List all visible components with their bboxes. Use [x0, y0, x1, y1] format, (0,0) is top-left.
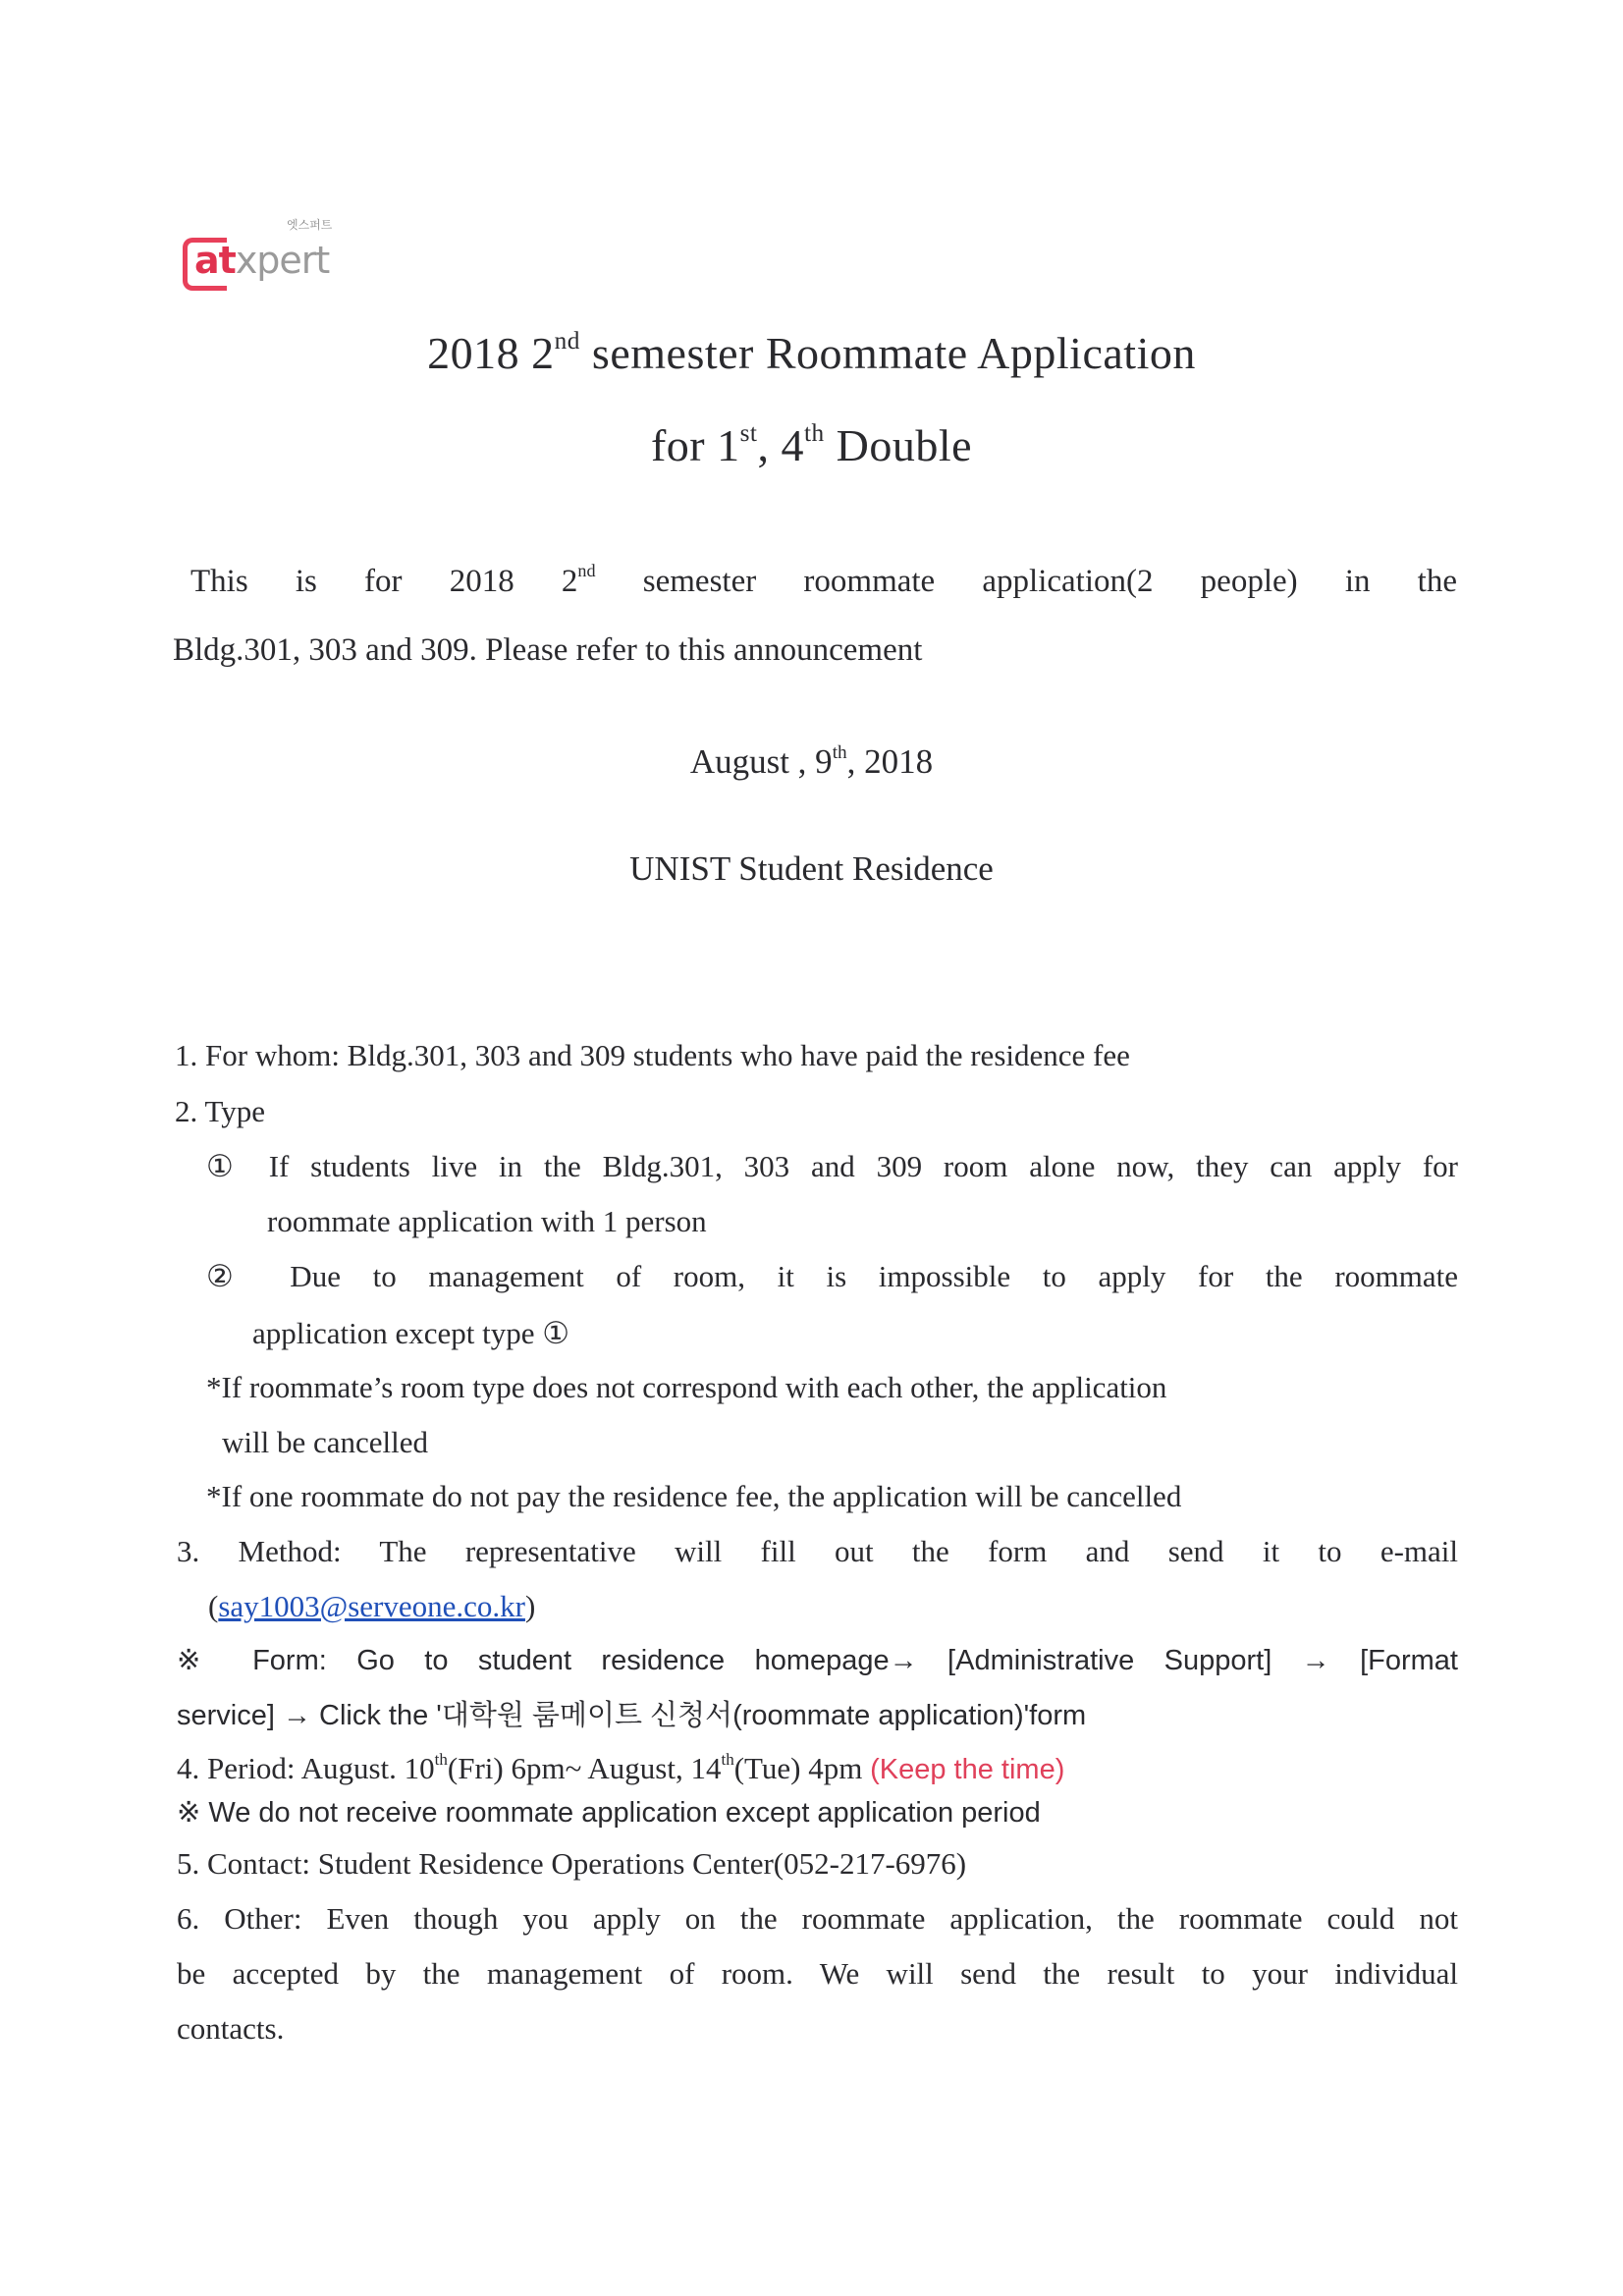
type1-line1: ① If students live in the Bldg.301, 303 and 309 room alone now, they can apply for: [206, 1149, 1458, 1183]
issuer: UNIST Student Residence: [629, 849, 994, 888]
item-for-whom: 1. For whom: Bldg.301, 303 and 309 students who have paid the residence fee: [175, 1038, 1130, 1072]
type1-line2: roommate application with 1 person: [267, 1204, 707, 1238]
form-line2: service] → Click the '대학원 룸메이트 신청서(roommate application)'form: [177, 1700, 1087, 1731]
period-note: ※ We do not receive roommate application except application period: [177, 1797, 1041, 1829]
period-warning: (Keep the time): [870, 1754, 1065, 1785]
other-line3: contacts.: [177, 2011, 285, 2046]
page-title-line2: for 1st, 4th Double: [650, 418, 973, 470]
type2-line2: application except type ①: [252, 1316, 570, 1350]
other-line1: 6. Other: Even though you apply on the roommate application, the roommate could not: [177, 1901, 1458, 1936]
note2: *If one roommate do not pay the residence fee, the application will be cancelled: [206, 1479, 1182, 1513]
method-line1: 3. Method: The representative will fill out the form and send it to e-mail: [177, 1534, 1458, 1568]
logo-wordmark: atxpert: [194, 239, 330, 282]
email-link[interactable]: say1003@serveone.co.kr: [218, 1589, 525, 1623]
method-email-line: (say1003@serveone.co.kr): [208, 1589, 536, 1623]
period-line: 4. Period: August. 10th(Fri) 6pm~ August, 14th(Tue) 4pm (Keep the time): [177, 1750, 1065, 1785]
intro-line2: Bldg.301, 303 and 309. Please refer to this announcement: [173, 632, 923, 668]
note1-line2: will be cancelled: [222, 1425, 429, 1459]
announcement-date: August , 9th, 2018: [689, 741, 934, 781]
other-line2: be accepted by the management of room. We will send the result to your individual: [177, 1956, 1458, 1991]
atxpert-logo: [179, 218, 365, 289]
contact: 5. Contact: Student Residence Operations Center(052-217-6976): [177, 1846, 967, 1881]
page-title-line1: 2018 2nd semester Roommate Application: [427, 326, 1196, 378]
type2-line1: ② Due to management of room, it is impossible to apply for the roommate: [206, 1259, 1458, 1293]
note1-line1: *If roommate’s room type does not correspond with each other, the application: [206, 1370, 1167, 1404]
item-type-heading: 2. Type: [175, 1094, 265, 1128]
logo-korean: 엣스퍼트: [287, 218, 333, 232]
intro-line1: This is for 2018 2nd semester roommate application(2 people) in the: [190, 561, 1457, 599]
form-line1: ※ Form: Go to student residence homepage→ [Administrative Support] → [Format: [177, 1645, 1458, 1676]
